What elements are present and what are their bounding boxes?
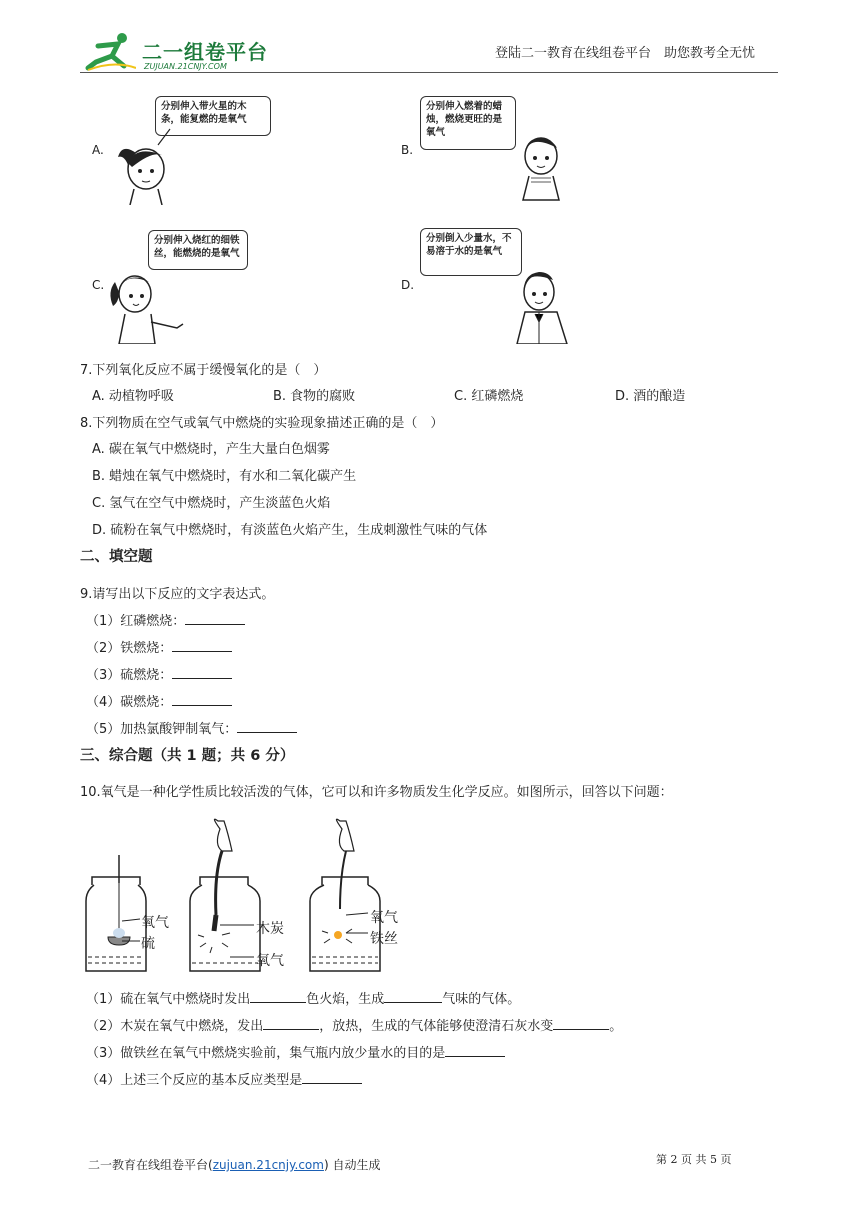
q9-item-1-label: （1）红磷燃烧： <box>86 614 186 629</box>
q10-blank-1a[interactable] <box>250 990 306 1003</box>
jar-iron-wire <box>310 819 380 971</box>
q6-option-a-bubble: 分别伸入带火星的木条，能复燃的是氧气 <box>155 96 271 136</box>
q7-option-d[interactable]: D. 酒的酿造 <box>615 389 686 404</box>
q10-sub-4-text: （4）上述三个反应的基本反应类型是 <box>86 1073 303 1088</box>
q9-item-3 <box>86 664 232 683</box>
q9-item-5-label: （5）加热氯酸钾制氧气： <box>86 722 238 737</box>
fig-label-jar3-gas: 氧气 <box>370 910 398 926</box>
q10-blank-1b[interactable] <box>384 990 442 1003</box>
q9-item-2-label: （2）铁燃烧： <box>86 641 173 656</box>
q7-stem: 7.下列氧化反应不属于缓慢氧化的是（ ） <box>80 363 327 378</box>
q8-stem: 8.下列物质在空气或氧气中燃烧的实验现象描述正确的是（ ） <box>80 416 444 431</box>
section-3-title: 三、综合题（共 1 题；共 6 分） <box>80 748 295 764</box>
q9-blank-3[interactable] <box>172 666 232 679</box>
q9-item-2 <box>86 637 232 656</box>
q9-item-3-label: （3）硫燃烧： <box>86 668 173 683</box>
runner-logo-icon <box>84 32 136 72</box>
q9-blank-4[interactable] <box>172 693 232 706</box>
q10-sub-1 <box>86 988 520 1007</box>
q6-option-d-label: D. <box>401 278 415 292</box>
page-number: 第 2 页 共 5 页 <box>656 1153 732 1166</box>
q9-item-1 <box>86 610 245 629</box>
footer-text-a: 二一教育在线组卷平台( <box>88 1158 213 1172</box>
q10-sub-2-text-a: （2）木炭在氧气中燃烧，发出 <box>86 1019 264 1034</box>
logo <box>84 32 274 72</box>
q6-option-c-label: C. <box>92 278 105 292</box>
q8-option-c[interactable]: C. 氢气在空气中燃烧时，产生淡蓝色火焰 <box>92 496 331 511</box>
q9-blank-2[interactable] <box>172 639 232 652</box>
jar-charcoal <box>190 819 260 971</box>
q9-item-4 <box>86 691 232 710</box>
q9-item-4-label: （4）碳燃烧： <box>86 695 173 710</box>
q8-option-d[interactable]: D. 硫粉在氧气中燃烧时，有淡蓝色火焰产生，生成刺激性气味的气体 <box>92 523 488 538</box>
combustion-experiment-figure <box>84 815 424 977</box>
fig-label-jar1-gas: 氧气 <box>141 915 169 931</box>
footer-source <box>88 1156 380 1173</box>
footer-text-b: ) 自动生成 <box>323 1158 381 1172</box>
q10-sub-1-text-b: 色火焰，生成 <box>306 992 385 1007</box>
q10-blank-2b[interactable] <box>553 1017 609 1030</box>
q10-stem: 10.氧气是一种化学性质比较活泼的气体，它可以和许多物质发生化学反应。如图所示，回答以下问题： <box>80 785 673 800</box>
q10-sub-3 <box>86 1042 505 1061</box>
girl-figure-icon <box>110 125 190 205</box>
q10-blank-2a[interactable] <box>263 1017 319 1030</box>
fig-label-jar1-sulfur: 硫 <box>141 936 155 952</box>
man-figure-icon <box>505 262 580 344</box>
girl-ponytail-figure-icon <box>105 262 190 344</box>
q10-sub-1-text-a: （1）硫在氧气中燃烧时发出 <box>86 992 251 1007</box>
q10-blank-3[interactable] <box>445 1044 505 1057</box>
q9-stem: 9.请写出以下反应的文字表达式。 <box>80 587 275 602</box>
section-2-title: 二、填空题 <box>80 549 153 565</box>
q6-option-b-label: B. <box>401 143 414 157</box>
fig-label-jar3-iron-wire: 铁丝 <box>370 931 398 947</box>
q7-option-a[interactable]: A. 动植物呼吸 <box>92 389 174 404</box>
boy-figure-icon <box>505 122 575 202</box>
q6-option-a-label: A. <box>92 143 104 157</box>
q6-option-b-bubble: 分别伸入燃着的蜡烛，燃烧更旺的是氧气 <box>420 96 516 150</box>
header-slogan: 登陆二一教育在线组卷平台 助您教考全无忧 <box>495 46 756 61</box>
q7-option-c[interactable]: C. 红磷燃烧 <box>454 389 524 404</box>
q10-blank-4[interactable] <box>302 1071 362 1084</box>
q10-sub-2 <box>86 1015 622 1034</box>
q9-blank-1[interactable] <box>185 612 245 625</box>
footer-link[interactable]: zujuan.21cnjy.com <box>212 1158 324 1172</box>
q10-sub-3-text: （3）做铁丝在氧气中燃烧实验前，集气瓶内放少量水的目的是 <box>86 1046 446 1061</box>
q7-option-b[interactable]: B. 食物的腐败 <box>273 389 356 404</box>
q10-sub-1-text-c: 气味的气体。 <box>442 992 521 1007</box>
q10-sub-4 <box>86 1069 362 1088</box>
jar-sulfur <box>86 855 146 971</box>
q10-sub-2-text-c: 。 <box>609 1019 623 1034</box>
fig-label-jar2-gas: 氧气 <box>256 953 284 969</box>
q9-item-5 <box>86 718 297 737</box>
q10-sub-2-text-b: ，放热，生成的气体能够使澄清石灰水变 <box>319 1019 554 1034</box>
q6-option-d-bubble: 分别倒入少量水，不易溶于水的是氧气 <box>420 228 522 276</box>
q8-option-b[interactable]: B. 蜡烛在氧气中燃烧时，有水和二氧化碳产生 <box>92 469 357 484</box>
logo-title: 二一组卷平台 <box>142 40 268 64</box>
header-divider <box>80 72 778 73</box>
q8-option-a[interactable]: A. 碳在氧气中燃烧时，产生大量白色烟雾 <box>92 442 330 457</box>
logo-subtitle: ZUJUAN.21CNJY.COM <box>144 62 227 71</box>
q9-blank-5[interactable] <box>237 720 297 733</box>
q6-option-c-bubble: 分别伸入烧红的细铁丝，能燃烧的是氧气 <box>148 230 248 270</box>
fig-label-jar2-charcoal: 木炭 <box>256 921 284 937</box>
